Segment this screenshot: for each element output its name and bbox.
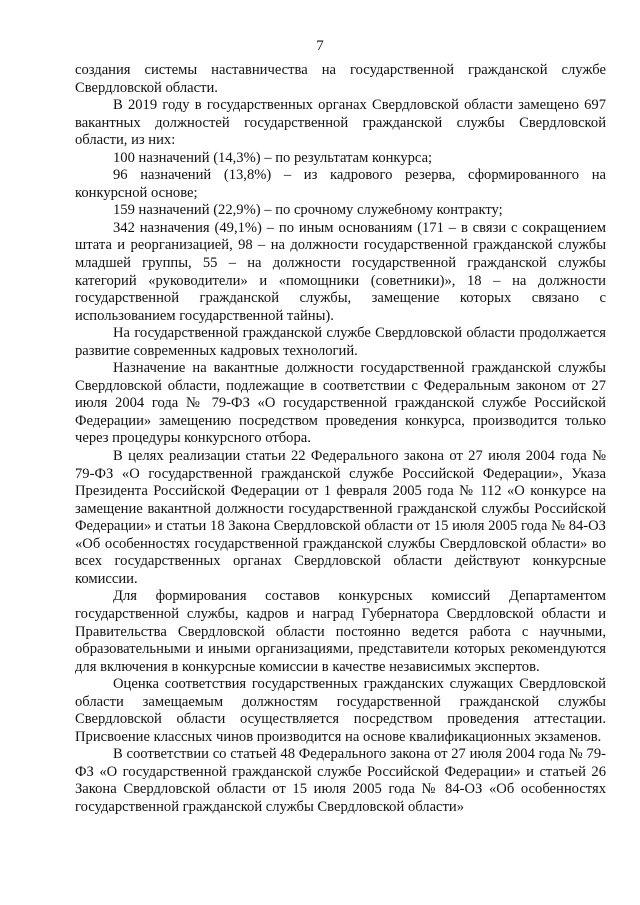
paragraph-vacancies-2019: В 2019 году в государственных органах Свердловской области замещено 697 вакантных должностей государственной гражданской службы Свердловской области, из них:: [75, 97, 606, 149]
paragraph-fixed-term: 159 назначений (22,9%) – по срочному служебному контракту;: [113, 202, 503, 219]
paragraph-reserve: 96 назначений (13,8%) – из кадрового резерва, сформированного на конкурсной основе;: [75, 167, 606, 201]
document-body: [75, 62, 606, 817]
page-number: 7: [316, 38, 324, 54]
paragraph-article-48: В соответствии со статьей 48 Федерального закона от 27 июля 2004 года № 79-ФЗ «О государственной гражданской службе Российской Федерации» и статьей 26 Закона Свердловской области от 15 июля 2005 года № 84-ОЗ «Об особенностях государственной гражданской службы Свердловской области»: [75, 746, 606, 815]
paragraph-competition: 100 назначений (14,3%) – по результатам конкурса;: [113, 149, 433, 166]
paragraph-continuation: создания системы наставничества на государственной гражданской службе Свердловской области.: [75, 62, 606, 96]
paragraph-other-grounds: 342 назначения (49,1%) – по иным основаниям (171 – в связи с сокращением штата и реорганизацией, 98 – на должности государственной гражданской службы младшей группы, 55 – на должности государственной гражданской службы категорий «руководители» и «помощники (советники)», 18 – на должности государственной гражданской службы, замещение которых связано с использованием государственной тайны).: [75, 219, 606, 324]
paragraph-independent-experts: Для формирования составов конкурсных комиссий Департаментом государственной службы, кадров и наград Губернатора Свердловской области и Правительства Свердловской области постоянно ведется работа с научными, образовательными и иными организациями, представители которых рекомендуются для включения в конкурсные комиссии в качестве независимых экспертов.: [75, 588, 606, 675]
paragraph-attestation: Оценка соответствия государственных гражданских служащих Свердловской области замещаемым должностям государственной гражданской службы Свердловской области осуществляется посредством проведения аттестации. Присвоение классных чинов производится на основе квалификационных экзаменов.: [75, 676, 606, 745]
paragraph-appointment: Назначение на вакантные должности государственной гражданской службы Свердловской области, подлежащие в соответствии с Федеральным законом от 27 июля 2004 года № 79-ФЗ «О государственной гражданской службе Российской Федерации» замещению посредством проведения конкурса, производится только через процедуры конкурсного отбора.: [75, 360, 606, 447]
paragraph-commissions: В целях реализации статьи 22 Федерального закона от 27 июля 2004 года № 79-ФЗ «О государственной гражданской службе Российской Федерации», Указа Президента Российской Федерации от 1 февраля 2005 года № 112 «О конкурсе на замещение вакантной должности государственной гражданской службы Российской Федерации» и статьи 18 Закона Свердловской области от 15 июля 2005 года № 84-ОЗ «Об особенностях государственной гражданской службы Свердловской области» во всех государственных органах Свердловской области действуют конкурсные комиссии.: [75, 448, 606, 587]
paragraph-hr-technologies: На государственной гражданской службе Свердловской области продолжается развитие современных кадровых технологий.: [75, 325, 606, 359]
